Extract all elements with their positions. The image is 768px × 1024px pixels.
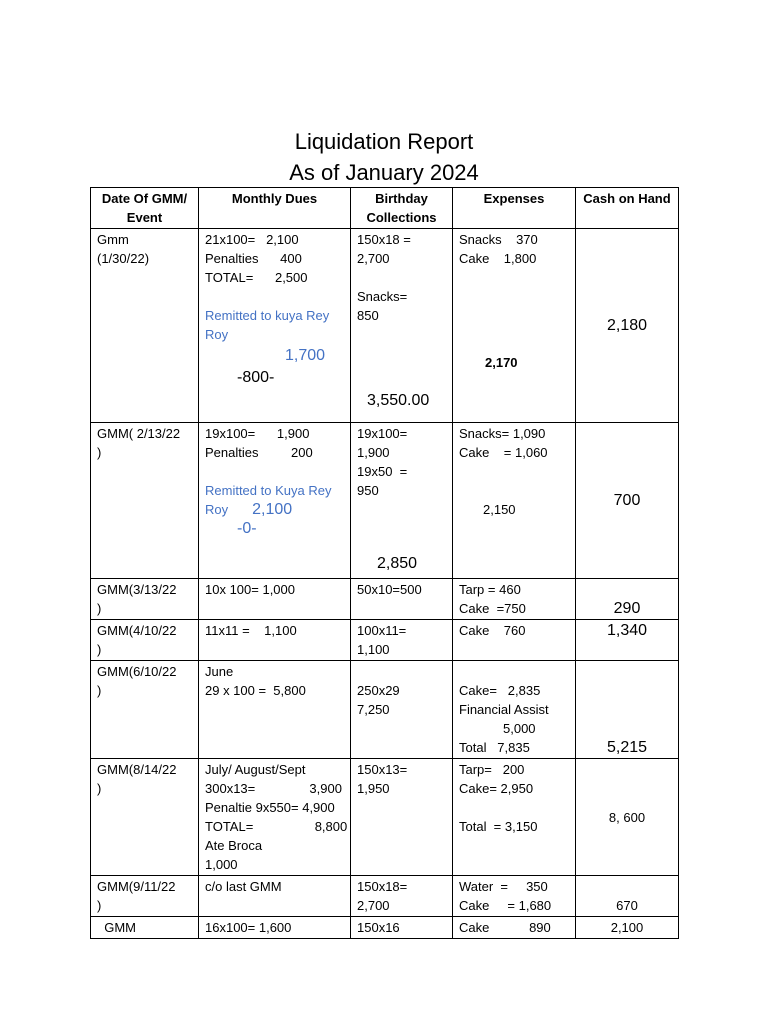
deduct-amount: -0- xyxy=(237,520,257,537)
expense-line: Cake 890 xyxy=(459,920,551,935)
header-expenses: Expenses xyxy=(453,188,576,229)
date-line: GMM( 2/13/22 xyxy=(97,426,181,441)
expense-line: Tarp= 200 xyxy=(459,762,525,777)
expense-line: Cake= 2,835 xyxy=(459,683,541,698)
birthday-line: 150x13= xyxy=(357,762,408,777)
expense-line: Cake= 2,950 xyxy=(459,781,534,796)
remit-note: Roy xyxy=(205,502,229,517)
expense-line: Tarp = 460 xyxy=(459,582,521,597)
birthday-line: 150x16 xyxy=(357,920,400,935)
dues-line: c/o last GMM xyxy=(205,879,282,894)
expense-line: Total = 3,150 xyxy=(459,819,538,834)
dues-line: 300x13= 3,900 xyxy=(205,781,342,796)
birthday-cell xyxy=(351,876,453,917)
date-cell xyxy=(91,423,199,579)
table-row xyxy=(91,579,679,620)
report-title: Liquidation Report xyxy=(294,129,474,154)
dues-line: 29 x 100 = 5,800 xyxy=(205,683,306,698)
dues-cell xyxy=(199,423,351,579)
date-line: ) xyxy=(97,642,102,657)
expense-line: Cake = 1,680 xyxy=(459,898,552,913)
expenses-cell xyxy=(453,423,576,579)
expense-line: Cake 760 xyxy=(459,623,526,638)
table-row xyxy=(91,229,679,423)
header-birthday-collections: Birthday Collections xyxy=(351,188,453,229)
liquidation-table xyxy=(90,187,679,939)
birthday-line: 150x18= xyxy=(357,879,408,894)
dues-line: 10x 100= 1,000 xyxy=(205,582,295,597)
dues-line: TOTAL= 2,500 xyxy=(205,270,308,285)
expense-line: Cake = 1,060 xyxy=(459,445,548,460)
remit-note: Remitted to Kuya Rey xyxy=(205,483,332,498)
cash-on-hand-value: 2,100 xyxy=(610,920,644,935)
birthday-cell xyxy=(351,620,453,661)
birthday-line: 950 xyxy=(357,483,379,498)
date-cell xyxy=(91,229,199,423)
date-line: GMM(4/10/22 xyxy=(97,623,177,638)
expenses-cell xyxy=(453,620,576,661)
dues-line: June xyxy=(205,664,234,679)
birthday-cell xyxy=(351,759,453,876)
cash-on-hand-value: 290 xyxy=(613,600,641,617)
cash-cell xyxy=(576,620,679,661)
birthday-total: 3,550.00 xyxy=(367,392,430,409)
birthday-line: Snacks= xyxy=(357,289,408,304)
expenses-cell xyxy=(453,229,576,423)
report-subtitle: As of January 2024 xyxy=(289,160,479,185)
dues-cell xyxy=(199,917,351,939)
expenses-cell xyxy=(453,917,576,939)
table-row xyxy=(91,661,679,759)
birthday-cell xyxy=(351,229,453,423)
expense-line: 5,000 xyxy=(503,721,536,736)
birthday-line: 7,250 xyxy=(357,702,390,717)
cash-cell xyxy=(576,579,679,620)
cash-on-hand-value: 700 xyxy=(613,492,641,509)
birthday-line: 2,700 xyxy=(357,898,390,913)
date-cell xyxy=(91,917,199,939)
expense-line: Snacks 370 xyxy=(459,232,538,247)
remit-note: Roy xyxy=(205,327,229,342)
cash-cell xyxy=(576,917,679,939)
date-line: Gmm xyxy=(97,232,129,247)
dues-line: Penalties 200 xyxy=(205,445,313,460)
date-cell xyxy=(91,661,199,759)
dues-cell xyxy=(199,876,351,917)
table-row xyxy=(91,423,679,579)
expense-line: Water = 350 xyxy=(459,879,548,894)
cash-on-hand-value: 1,340 xyxy=(606,622,648,639)
expense-line: Financial Assist xyxy=(459,702,549,717)
birthday-line: 850 xyxy=(357,308,379,323)
expenses-cell xyxy=(453,579,576,620)
header-cash-on-hand: Cash on Hand xyxy=(576,188,679,229)
cash-cell xyxy=(576,876,679,917)
dues-cell xyxy=(199,579,351,620)
expenses-cell xyxy=(453,661,576,759)
header-date: Date Of GMM/ Event xyxy=(91,188,199,229)
birthday-total: 2,850 xyxy=(377,555,418,572)
dues-line: July/ August/Sept xyxy=(205,762,306,777)
remit-amount: 1,700 xyxy=(285,347,326,364)
date-line: ) xyxy=(97,445,102,460)
birthday-line: 1,950 xyxy=(357,781,390,796)
birthday-cell xyxy=(351,423,453,579)
dues-line: 16x100= 1,600 xyxy=(205,920,292,935)
date-line: ) xyxy=(97,898,102,913)
expenses-cell xyxy=(453,876,576,917)
cash-on-hand-value: 8, 600 xyxy=(608,809,646,825)
dues-line: Ate Broca xyxy=(205,838,263,853)
dues-line: TOTAL= 8,800 xyxy=(205,819,348,834)
birthday-cell xyxy=(351,917,453,939)
birthday-cell xyxy=(351,661,453,759)
birthday-line: 250x29 xyxy=(357,683,400,698)
date-cell xyxy=(91,620,199,661)
date-line: ) xyxy=(97,781,102,796)
dues-cell xyxy=(199,661,351,759)
date-line: ) xyxy=(97,683,102,698)
table-row xyxy=(91,620,679,661)
expense-line: Total 7,835 xyxy=(459,740,530,755)
date-line: (1/30/22) xyxy=(97,251,150,266)
cash-cell xyxy=(576,229,679,423)
table-row xyxy=(91,876,679,917)
cash-on-hand-value: 2,180 xyxy=(606,317,648,334)
dues-line: 11x11 = 1,100 xyxy=(205,623,297,638)
birthday-line: 50x10=500 xyxy=(357,582,422,597)
date-line: GMM(8/14/22 xyxy=(97,762,177,777)
birthday-line: 1,100 xyxy=(357,642,390,657)
date-cell xyxy=(91,759,199,876)
cash-on-hand-value: 5,215 xyxy=(606,739,648,756)
birthday-line: 150x18 = xyxy=(357,232,411,247)
dues-line: 1,000 xyxy=(205,857,238,872)
birthday-cell xyxy=(351,579,453,620)
expense-line: Cake 1,800 xyxy=(459,251,537,266)
expenses-cell xyxy=(453,759,576,876)
table-row xyxy=(91,917,679,939)
expense-line: Snacks= 1,090 xyxy=(459,426,546,441)
header-monthly-dues: Monthly Dues xyxy=(199,188,351,229)
date-cell xyxy=(91,876,199,917)
cash-cell xyxy=(576,661,679,759)
deduct-amount: -800- xyxy=(237,369,275,386)
dues-line: Penaltie 9x550= 4,900 xyxy=(205,800,335,815)
birthday-line: 2,700 xyxy=(357,251,390,266)
date-line: GMM(6/10/22 xyxy=(97,664,177,679)
header-row xyxy=(91,188,679,229)
remit-note: Remitted to kuya Rey xyxy=(205,308,330,323)
cash-on-hand-value: 670 xyxy=(616,898,638,913)
expense-total: 2,170 xyxy=(485,355,518,370)
birthday-line: 100x11= xyxy=(357,623,407,638)
date-line: GMM(9/11/22 xyxy=(97,879,176,894)
dues-line: 21x100= 2,100 xyxy=(205,232,299,247)
cash-cell xyxy=(576,423,679,579)
table-row xyxy=(91,759,679,876)
date-line: GMM(3/13/22 xyxy=(97,582,177,597)
birthday-line: 19x50 = xyxy=(357,464,408,479)
date-line: GMM xyxy=(97,920,136,935)
dues-cell xyxy=(199,759,351,876)
expense-total: 2,150 xyxy=(483,502,516,517)
date-line: ) xyxy=(97,601,102,616)
dues-cell xyxy=(199,620,351,661)
expense-line: Cake =750 xyxy=(459,601,526,616)
remit-amount: 2,100 xyxy=(252,501,293,518)
cash-cell xyxy=(576,759,679,876)
date-cell xyxy=(91,579,199,620)
dues-line: Penalties 400 xyxy=(205,251,302,266)
birthday-line: 1,900 xyxy=(357,445,390,460)
dues-line: 19x100= 1,900 xyxy=(205,426,310,441)
birthday-line: 19x100= xyxy=(357,426,408,441)
dues-cell xyxy=(199,229,351,423)
